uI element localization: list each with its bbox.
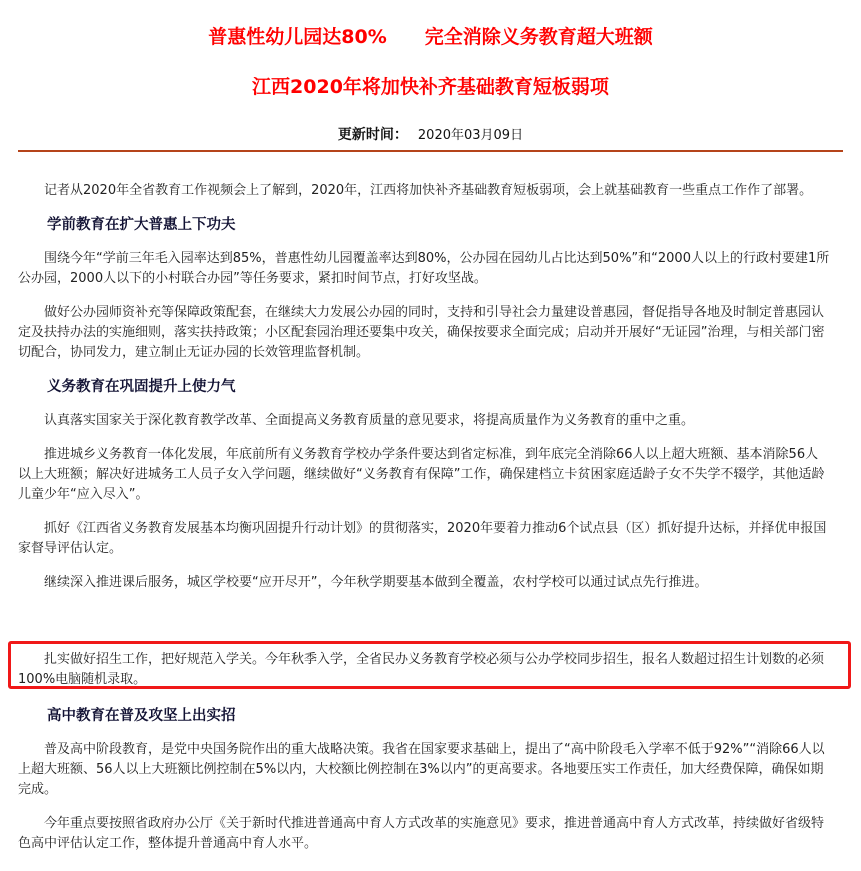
paragraph: 今年重点要按照省政府办公厅《关于新时代推进普通高中育人方式改革的实施意见》要求，推进普通高中育人方式改革，持续做好省级特色高中评估认定工作，整体提升普通高中育人水平。: [18, 816, 825, 851]
update-time-label: 更新时间：: [337, 127, 408, 143]
paragraph: 抓好《江西省义务教育发展基本均衡巩固提升行动计划》的贯彻落实，2020年要着力推动6个试点县（区）抓好提升达标，并择优申报国家督导评估认定。: [18, 521, 827, 556]
update-time-value: 2020年03月09日: [417, 128, 524, 143]
section-heading-preschool: 学前教育在扩大普惠上下功夫: [47, 217, 236, 233]
header-divider: [18, 150, 843, 152]
paragraph: 普及高中阶段教育，是党中央国务院作出的重大战略决策。我省在国家要求基础上，提出了“高中阶段毛入学率不低于92%”“消除66人以上超大班额、56人以上大班额比例控制在5%以内，大校额比例控制在3%以内”的更高要求。各地要压实工作责任，加大经费保障，确保如期完成。: [18, 742, 825, 797]
update-time: [0, 124, 861, 144]
paragraph: 继续深入推进课后服务，城区学校要“应开尽开”，今年秋学期要基本做到全覆盖，农村学校可以通过试点先行推进。: [44, 575, 708, 590]
intro-paragraph: 记者从2020年全省教育工作视频会上了解到，2020年，江西将加快补齐基础教育短板弱项，会上就基础教育一些重点工作作了部署。: [44, 183, 813, 198]
paragraph: 认真落实国家关于深化教育教学改革、全面提高义务教育质量的意见要求，将提高质量作为义务教育的重中之重。: [44, 413, 695, 428]
article-body: [18, 181, 830, 607]
section-heading-compulsory: 义务教育在巩固提升上使力气: [47, 379, 236, 395]
article-body-continued: [18, 706, 830, 868]
paragraph: 围绕今年“学前三年毛入园率达到85%，普惠性幼儿园覆盖率达到80%，公办园在园幼儿占比达到50%”和“2000人以上的行政村要建1所公办园，2000人以下的小村联合办园”等任务要求，紧扣时间节点，打好攻坚战。: [18, 251, 830, 286]
paragraph: 推进城乡义务教育一体化发展，年底前所有义务教育学校办学条件要达到省定标准，到年底完全消除66人以上超大班额、基本消除56人以上大班额；解决好进城务工人员子女入学问题，继续做好“义务教育有保障”工作，确保建档立卡贫困家庭适龄子女不失学不辍学，其他适龄儿童少年“应入尽入”。: [18, 447, 825, 502]
highlighted-paragraph: 扎实做好招生工作，把好规范入学关。今年秋季入学，全省民办义务教育学校必须与公办学校同步招生，报名人数超过招生计划数的必须100%电脑随机录取。: [18, 652, 825, 687]
headline-line-2: 江西2020年将加快补齐基础教育短板弱项: [252, 76, 609, 98]
headline-line-1: 普惠性幼儿园达80% 完全消除义务教育超大班额: [208, 26, 653, 48]
paragraph: 做好公办园师资补充等保障政策配套，在继续大力发展公办园的同时，支持和引导社会力量建设普惠园，督促指导各地及时制定普惠园认定及扶持办法的实施细则，落实扶持政策；小区配套园治理还要集中攻关，确保按要求全面完成；启动并开展好“无证园”治理，与相关部门密切配合，协同发力，建立制止无证办园的长效管理监督机制。: [18, 305, 825, 360]
section-heading-highschool: 高中教育在普及攻坚上出实招: [47, 708, 236, 724]
